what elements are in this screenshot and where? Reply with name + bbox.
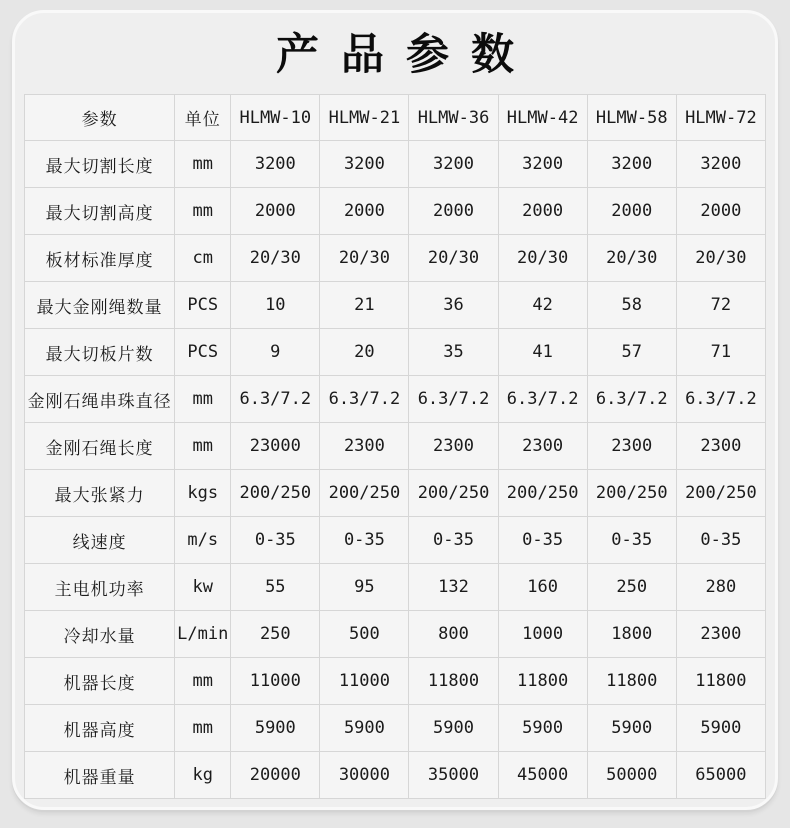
value-cell: 2000 [676,188,765,235]
value-cell: 2000 [320,188,409,235]
value-cell: 11000 [231,658,320,705]
unit-cell: kgs [175,470,231,517]
header-model-hlmw-42: HLMW-42 [498,95,587,141]
value-cell: 65000 [676,752,765,799]
value-cell: 11000 [320,658,409,705]
param-cell: 线速度 [25,517,175,564]
value-cell: 200/250 [498,470,587,517]
value-cell: 50000 [587,752,676,799]
unit-cell: kg [175,752,231,799]
value-cell: 500 [320,611,409,658]
param-cell: 板材标准厚度 [25,235,175,282]
table-row [25,329,766,376]
value-cell: 42 [498,282,587,329]
value-cell: 5900 [498,705,587,752]
unit-cell: PCS [175,329,231,376]
value-cell: 10 [231,282,320,329]
value-cell: 0-35 [676,517,765,564]
value-cell: 2300 [676,611,765,658]
value-cell: 3200 [320,141,409,188]
value-cell: 6.3/7.2 [676,376,765,423]
unit-cell: mm [175,705,231,752]
table-row [25,705,766,752]
param-cell: 金刚石绳长度 [25,423,175,470]
value-cell: 6.3/7.2 [587,376,676,423]
value-cell: 23000 [231,423,320,470]
table-row [25,658,766,705]
value-cell: 20000 [231,752,320,799]
value-cell: 1000 [498,611,587,658]
unit-cell: L/min [175,611,231,658]
value-cell: 58 [587,282,676,329]
value-cell: 200/250 [587,470,676,517]
value-cell: 20/30 [587,235,676,282]
value-cell: 3200 [409,141,498,188]
value-cell: 132 [409,564,498,611]
value-cell: 3200 [231,141,320,188]
value-cell: 20/30 [320,235,409,282]
value-cell: 72 [676,282,765,329]
param-cell: 主电机功率 [25,564,175,611]
value-cell: 11800 [676,658,765,705]
header-unit: 单位 [175,95,231,141]
unit-cell: cm [175,235,231,282]
header-model-hlmw-36: HLMW-36 [409,95,498,141]
unit-cell: mm [175,141,231,188]
param-cell: 机器长度 [25,658,175,705]
value-cell: 200/250 [409,470,498,517]
param-cell: 最大金刚绳数量 [25,282,175,329]
table-row [25,282,766,329]
unit-cell: PCS [175,282,231,329]
unit-cell: mm [175,423,231,470]
param-cell: 最大张紧力 [25,470,175,517]
value-cell: 160 [498,564,587,611]
value-cell: 6.3/7.2 [320,376,409,423]
param-cell: 冷却水量 [25,611,175,658]
value-cell: 5900 [231,705,320,752]
value-cell: 6.3/7.2 [409,376,498,423]
value-cell: 11800 [409,658,498,705]
param-cell: 金刚石绳串珠直径 [25,376,175,423]
value-cell: 21 [320,282,409,329]
page-title: 产品参数 [276,30,536,80]
table-row [25,564,766,611]
unit-cell: m/s [175,517,231,564]
param-cell: 最大切板片数 [25,329,175,376]
value-cell: 57 [587,329,676,376]
value-cell: 200/250 [320,470,409,517]
value-cell: 20 [320,329,409,376]
param-cell: 最大切割高度 [25,188,175,235]
value-cell: 3200 [587,141,676,188]
table-row [25,611,766,658]
value-cell: 35 [409,329,498,376]
table-row [25,423,766,470]
value-cell: 1800 [587,611,676,658]
value-cell: 800 [409,611,498,658]
table-row [25,470,766,517]
value-cell: 5900 [409,705,498,752]
header-param: 参数 [25,95,175,141]
value-cell: 11800 [498,658,587,705]
value-cell: 250 [587,564,676,611]
value-cell: 2300 [498,423,587,470]
value-cell: 5900 [676,705,765,752]
value-cell: 200/250 [231,470,320,517]
table-body [25,141,766,799]
value-cell: 2300 [409,423,498,470]
table-row [25,188,766,235]
value-cell: 2000 [231,188,320,235]
table-row [25,235,766,282]
value-cell: 20/30 [676,235,765,282]
value-cell: 2300 [320,423,409,470]
unit-cell: kw [175,564,231,611]
table-row [25,517,766,564]
value-cell: 20/30 [231,235,320,282]
value-cell: 280 [676,564,765,611]
table-row [25,141,766,188]
value-cell: 0-35 [409,517,498,564]
value-cell: 11800 [587,658,676,705]
param-cell: 最大切割长度 [25,141,175,188]
table-row [25,752,766,799]
header-model-hlmw-58: HLMW-58 [587,95,676,141]
value-cell: 200/250 [676,470,765,517]
table-row [25,376,766,423]
value-cell: 0-35 [320,517,409,564]
value-cell: 45000 [498,752,587,799]
value-cell: 3200 [498,141,587,188]
value-cell: 36 [409,282,498,329]
unit-cell: mm [175,188,231,235]
value-cell: 6.3/7.2 [498,376,587,423]
value-cell: 3200 [676,141,765,188]
header-model-hlmw-72: HLMW-72 [676,95,765,141]
value-cell: 71 [676,329,765,376]
value-cell: 5900 [320,705,409,752]
value-cell: 0-35 [587,517,676,564]
value-cell: 2000 [409,188,498,235]
unit-cell: mm [175,376,231,423]
param-cell: 机器重量 [25,752,175,799]
table-header [25,95,766,141]
value-cell: 20/30 [498,235,587,282]
value-cell: 5900 [587,705,676,752]
value-cell: 41 [498,329,587,376]
value-cell: 2000 [498,188,587,235]
value-cell: 6.3/7.2 [231,376,320,423]
unit-cell: mm [175,658,231,705]
value-cell: 2300 [587,423,676,470]
value-cell: 2000 [587,188,676,235]
value-cell: 30000 [320,752,409,799]
value-cell: 2300 [676,423,765,470]
value-cell: 35000 [409,752,498,799]
param-cell: 机器高度 [25,705,175,752]
value-cell: 95 [320,564,409,611]
value-cell: 9 [231,329,320,376]
header-model-hlmw-10: HLMW-10 [231,95,320,141]
table-header-row [25,95,766,141]
product-params-card [12,10,778,810]
value-cell: 0-35 [498,517,587,564]
value-cell: 20/30 [409,235,498,282]
spec-table [24,94,766,799]
value-cell: 250 [231,611,320,658]
header-model-hlmw-21: HLMW-21 [320,95,409,141]
value-cell: 55 [231,564,320,611]
value-cell: 0-35 [231,517,320,564]
